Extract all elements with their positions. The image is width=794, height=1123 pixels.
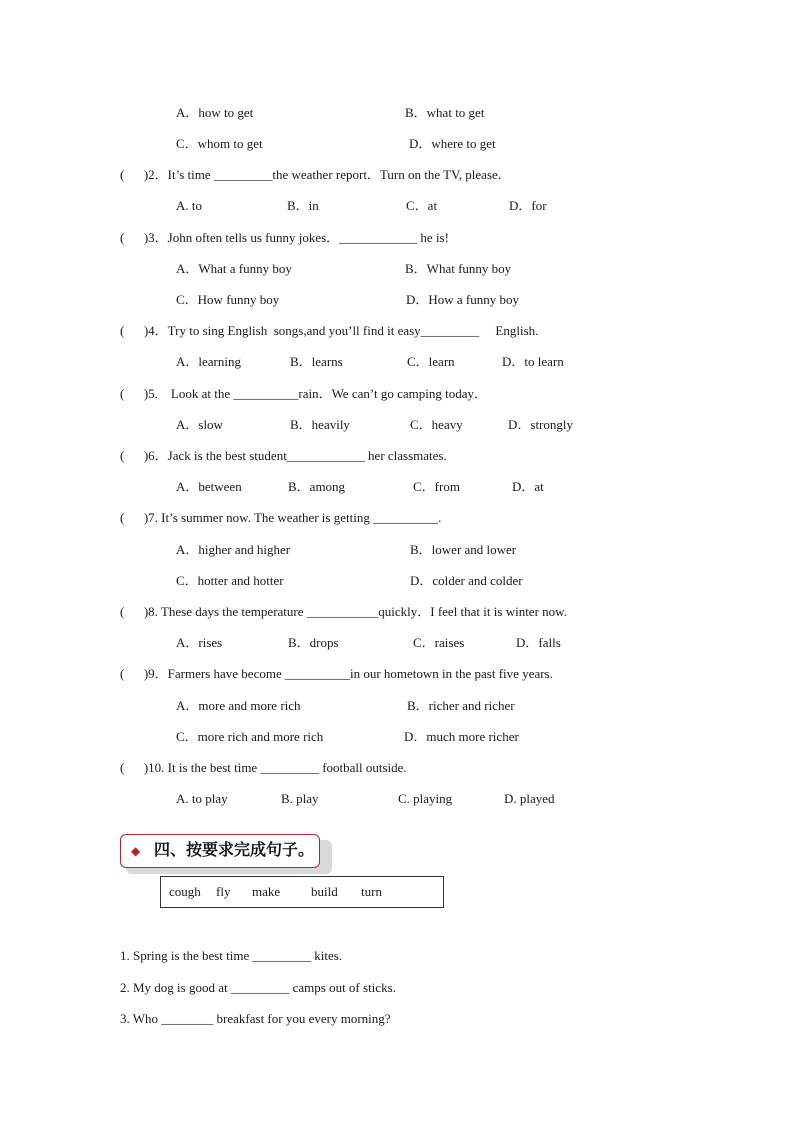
q1-option-b: B．what to get — [405, 105, 485, 120]
sentence-item: 3. Who ________ breakfast for you every morning? — [120, 1011, 391, 1026]
question-stem: ( )2．It’s time _________the weather report．Turn on the TV, please． — [120, 167, 511, 182]
option-c: C. playing — [398, 791, 453, 806]
option-b: B．learns — [290, 354, 343, 369]
option-a: A．What a funny boy — [176, 261, 292, 276]
question-stem: ( )6．Jack is the best student____________ her classmates. — [120, 448, 447, 463]
option-b: B．heavily — [290, 417, 350, 432]
option-b: B．What funny boy — [405, 261, 512, 276]
diamond-bullet-icon: ◆ — [131, 844, 141, 858]
question-stem: ( )4．Try to sing English songs,and you’ll find it easy_________ English. — [120, 323, 539, 338]
option-b: B．drops — [288, 635, 339, 650]
question-stem: ( )8. These days the temperature ___________quickly．I feel that it is winter now. — [120, 604, 567, 619]
option-a: A．between — [176, 479, 242, 494]
sentence-item: 2. My dog is good at _________ camps out of sticks. — [120, 980, 396, 995]
option-d: D. played — [504, 791, 555, 806]
option-c: C．learn — [407, 354, 455, 369]
option-a: A．more and more rich — [176, 698, 301, 713]
word-bank-item: fly — [216, 884, 231, 899]
q1-option-c: C．whom to get — [176, 136, 263, 151]
option-c: C．How funny boy — [176, 292, 280, 307]
option-b: B．lower and lower — [410, 542, 517, 557]
option-c: C．from — [413, 479, 460, 494]
question-stem: ( )5. Look at the __________rain．We can’t go camping today． — [120, 386, 487, 401]
question-stem: ( )10. It is the best time _________ football outside. — [120, 760, 407, 775]
option-d: D．for — [509, 198, 547, 213]
option-c: C．at — [406, 198, 438, 213]
option-d: D．strongly — [508, 417, 574, 432]
word-bank-item: cough — [169, 884, 201, 899]
option-c: C．raises — [413, 635, 465, 650]
option-d: D．much more richer — [404, 729, 519, 744]
option-d: D．colder and colder — [410, 573, 523, 588]
option-a: A．slow — [176, 417, 223, 432]
word-bank-box — [160, 876, 444, 908]
question-stem: ( )7. It’s summer now. The weather is getting __________. — [120, 510, 442, 525]
option-c: C．more rich and more rich — [176, 729, 324, 744]
word-bank-item: turn — [361, 884, 382, 899]
option-a: A．rises — [176, 635, 223, 650]
option-c: C．hotter and hotter — [176, 573, 284, 588]
option-a: A. to play — [176, 791, 228, 806]
option-a: A．learning — [176, 354, 241, 369]
question-stem: ( )9．Farmers have become __________in our hometown in the past five years. — [120, 666, 553, 681]
option-a: A．higher and higher — [176, 542, 291, 557]
option-d: D．How a funny boy — [406, 292, 520, 307]
option-b: B．in — [287, 198, 319, 213]
option-d: D．to learn — [502, 354, 564, 369]
question-stem: ( )3．John often tells us funny jokes．____________ he is! — [120, 230, 449, 245]
word-bank-item: build — [311, 884, 338, 899]
option-b: B. play — [281, 791, 319, 806]
option-b: B．among — [288, 479, 346, 494]
section-title: 四、按要求完成句子。 — [154, 840, 315, 859]
option-d: D．at — [512, 479, 544, 494]
sentence-item: 1. Spring is the best time _________ kites. — [120, 948, 343, 963]
q1-option-d: D．where to get — [409, 136, 496, 151]
option-b: B．richer and richer — [407, 698, 515, 713]
q1-option-a: A．how to get — [176, 105, 254, 120]
option-a: A. to — [176, 198, 202, 213]
option-d: D．falls — [516, 635, 561, 650]
word-bank-item: make — [252, 884, 281, 899]
option-c: C．heavy — [410, 417, 463, 432]
